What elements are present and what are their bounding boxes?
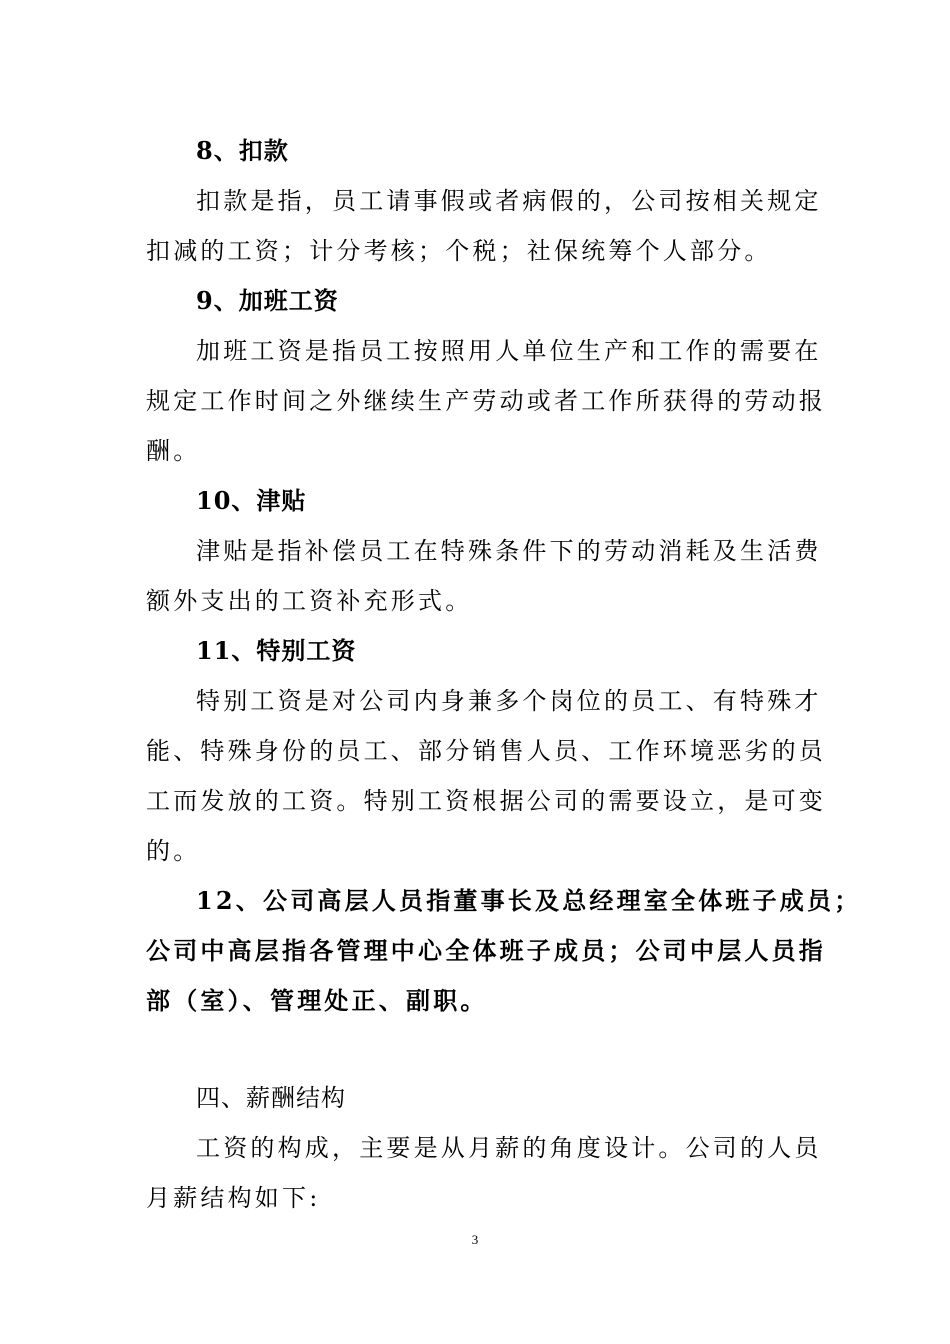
paragraph-line: 扣款是指，员工请事假或者病假的，公司按相关规定 bbox=[196, 187, 822, 215]
section-heading-11: 11、特别工资 bbox=[196, 636, 357, 665]
section-heading-10: 10、津贴 bbox=[196, 486, 307, 515]
paragraph-line: 的。 bbox=[146, 837, 201, 865]
item-12-line: 部（室）、管理处正、副职。 bbox=[146, 986, 488, 1015]
paragraph-line: 加班工资是指员工按照用人单位生产和工作的需要在 bbox=[196, 337, 822, 365]
item-12-line: 公司中高层指各管理中心全体班子成员；公司中层人员指 bbox=[146, 936, 826, 965]
paragraph-line: 额外支出的工资补充形式。 bbox=[146, 587, 473, 615]
paragraph-line: 津贴是指补偿员工在特殊条件下的劳动消耗及生活费 bbox=[196, 537, 822, 565]
paragraph-line: 酬。 bbox=[146, 437, 201, 465]
paragraph-line: 能、特殊身份的员工、部分销售人员、工作环境恶劣的员 bbox=[146, 737, 826, 765]
paragraph-line: 扣减的工资；计分考核；个税；社保统筹个人部分。 bbox=[146, 237, 772, 265]
section-heading-8: 8、扣款 bbox=[196, 136, 289, 165]
paragraph-line: 规定工作时间之外继续生产劳动或者工作所获得的劳动报 bbox=[146, 387, 826, 415]
page-number: 3 bbox=[471, 1232, 479, 1247]
paragraph-line: 月薪结构如下: bbox=[146, 1184, 321, 1212]
section-heading-salary-structure: 四、薪酬结构 bbox=[196, 1084, 346, 1112]
paragraph-line: 特别工资是对公司内身兼多个岗位的员工、有特殊才 bbox=[196, 687, 822, 715]
section-heading-9: 9、加班工资 bbox=[196, 286, 339, 315]
paragraph-line: 工资的构成，主要是从月薪的角度设计。公司的人员 bbox=[196, 1134, 822, 1162]
paragraph-line: 工而发放的工资。特别工资根据公司的需要设立，是可变 bbox=[146, 787, 826, 815]
item-12-line: 12、公司高层人员指董事长及总经理室全体班子成员； bbox=[196, 886, 862, 915]
